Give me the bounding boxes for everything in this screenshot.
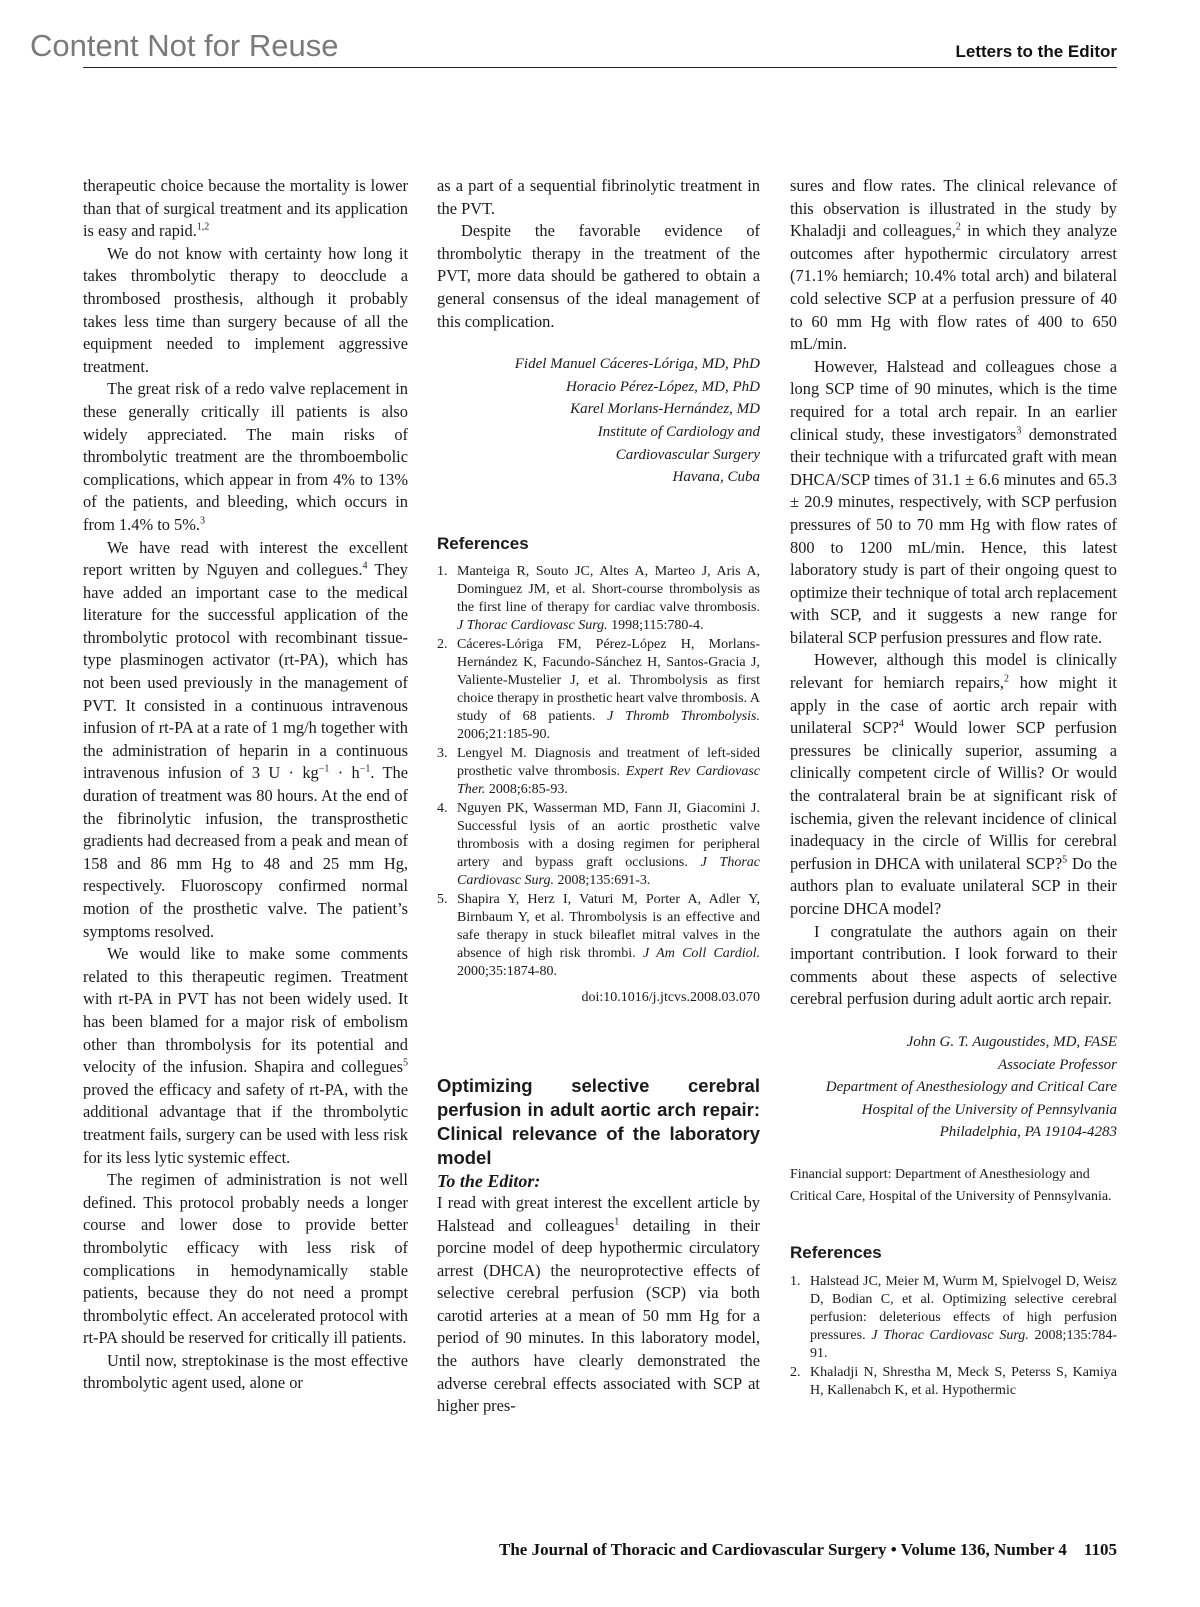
paragraph: The regimen of administration is not well defined. This protocol probably needs a longer course and lower dose to provide better thrombolytic efficacy with less risk of complications in hemodynamically stable patients, because they do not need a prompt thrombolytic effect. An accelerated protocol with rt-PA should be reserved for critically ill patients. bbox=[83, 1170, 408, 1348]
reference-item: 2. Khaladji N, Shrestha M, Meck S, Peterss S, Kamiya H, Kallenabch K, et al. Hypothermic bbox=[790, 1364, 1117, 1398]
paragraph: I congratulate the authors again on their important contribution. I look forward to their comments about these aspects of selective cerebral perfusion during adult aortic arch repair. bbox=[790, 921, 1117, 1009]
paragraph: However, although this model is clinically relevant for hemiarch repairs,$^2$ how might it apply in the case of aortic arch repair with unilateral SCP?$^4$ Would lower SCP perfusion pressures be clinically superior, assuming a clinically competent circle of Willis? Or would the contralateral brain be at significant risk of ischemia, given the relevant incidence of clinical inadequacy in the circle of Willis for cerebral perfusion in DHCA with unilateral SCP?$^5$ Do the authors plan to evaluate unilateral SCP in their porcine DHCA model? bbox=[790, 650, 1117, 918]
watermark: Content Not for Reuse bbox=[30, 28, 339, 63]
paragraph: We would like to make some comments related to this therapeutic regimen. Treatment with rt-PA in PVT has not been widely used. It has been blamed for a major risk of embolism other than thrombolysis for its potential and velocity of the infusion. Shapira and collegues$^5$ proved the efficacy and safety of rt-PA, with the additional advantage that if the thrombolytic treatment fails, surgery can be used with less risk for its less lytic systemic effect. bbox=[83, 944, 408, 1167]
paragraph: However, Halstead and colleagues chose a long SCP time of 90 minutes, which is the time required for a total arch repair. In an earlier clinical study, these investigators$^3$ demonstrated their technique with a trifurcated graft with mean DHCA/SCP times of 31.1 ± 6.6 minutes and 65.3 ± 20.9 minutes, respectively, with SCP perfusion pressures of 50 to 70 mm Hg with flow rates of 800 to 1200 mL/min. Hence, this latest laboratory study is part of their ongoing quest to optimize their technique of total arch replacement with SCP, and it suggests a new range for bilateral SCP perfusion pressures and flow rate. bbox=[790, 356, 1117, 647]
column-2 bbox=[437, 175, 760, 1418]
paragraph: The great risk of a redo valve replacement in these generally critically ill patients is also widely appreciated. The main risks of thrombolytic treatment are the thromboembolic complications, which appear in from 4% to 13% of the patients, and bleeding, which occurs in from 1.4% to 5%.$^3$ bbox=[83, 379, 408, 534]
reference-item: 5. Shapira Y, Herz I, Vaturi M, Porter A, Adler Y, Birnbaum Y, et al. Thrombolysis is an effective and safe therapy in stuck bileaflet mitral valves in the absence of high risk thrombi. J Am Coll Cardiol. 2000;35:1874-80. bbox=[437, 892, 761, 980]
paragraph: We have read with interest the excellent report written by Nguyen and collegues.$^4$ They have added an important case to the medical literature for the successful application of the thrombolytic protocol with recombinant tissue-type plasminogen activator (rt-PA), which has not been used previously in the management of PVT. It consisted in a continuous intravenous infusion of rt-PA at a rate of 1 mg/h together with the administration of heparin in a continuous intravenous infusion of 3 $U \cdot kg^{-1} \cdot h^{-1}$. The duration of treatment was 80 hours. At the end of the fibrinolytic infusion, the transprosthetic gradients had decreased from a peak and mean of 158 and 86 mm Hg to 48 and 25 mm Hg, respectively. Fluoroscopy confirmed normal motion of the prosthetic valve. The patient’s symptoms resolved. bbox=[83, 537, 409, 941]
paragraph: I read with great interest the excellent article by Halstead and colleagues$^1$ detailing in their porcine model of deep hypothermic circulatory arrest (DHCA) the neuroprotective effects of selective cerebral perfusion (SCP) via both carotid arteries at a mean of 50 mm Hg for a period of 90 minutes. In this laboratory model, the authors have clearly demonstrated the adverse cerebral effects associated with SCP at higher pres- bbox=[437, 1192, 760, 1416]
reference-item: 2. Cáceres-Lóriga FM, Pérez-López H, Morlans-Hernández K, Facundo-Sánchez H, Santos-Gracia J, Valiente-Mustelier J, et al. Thrombolysis as first choice therapy in prosthetic heart valve thrombosis. A study of 68 patients. J Thromb Thrombolysis. 2006;21:185-90. bbox=[437, 637, 760, 743]
paragraph: We do not know with certainty how long it takes thrombolytic therapy to deocclude a thrombosed prosthesis, although it probably takes less time than surgery because of all the equipment needed to implement aggressive treatment. bbox=[83, 243, 408, 376]
paragraph: as a part of a sequential fibrinolytic treatment in the PVT. bbox=[437, 176, 760, 218]
paragraph: Despite the favorable evidence of thrombolytic therapy in the treatment of the PVT, more data should be gathered to obtain a general consensus of the ideal management of this complication. bbox=[437, 221, 760, 331]
funding-note: Financial support: Department of Anesthesiology and Critical Care, Hospital of the University of Pennsylvania. bbox=[790, 1166, 1112, 1204]
reference-item: 4. Nguyen PK, Wasserman MD, Fann JI, Giacomini J. Successful lysis of an aortic prosthetic valve thrombosis with a dosing regimen for peripheral artery and bypass graft occlusions. J Thorac Cardiovasc Surg. 2008;135:691-3. bbox=[437, 801, 761, 889]
references-heading: References bbox=[437, 533, 529, 553]
salutation: To the Editor: bbox=[437, 1170, 541, 1191]
reference-list bbox=[437, 563, 760, 981]
author-signature: John G. T. Augoustides, MD, FASE Associate Professor Department of Anesthesiology and Critical Care Hospital of the University of Pennsylvania Philadelphia, PA 19104-4283 bbox=[825, 1033, 1117, 1141]
article-title: Optimizing selective cerebral perfusion in adult aortic arch repair: Clinical relevance of the laboratory model bbox=[437, 1074, 760, 1168]
reference-item: 1. Halstead JC, Meier M, Wurm M, Spielvogel D, Weisz D, Bodian C, et al. Optimizing selective cerebral perfusion: deleterious effects of high perfusion pressures. J Thorac Cardiovasc Surg. 2008;135:784-91. bbox=[790, 1273, 1118, 1361]
reference-item: 1. Manteiga R, Souto JC, Altes A, Marteo J, Aris A, Dominguez JM, et al. Short-course thrombolysis as the first line of therapy for cardiac valve thrombosis. J Thorac Cardiovasc Surg. 1998;115:780-4. bbox=[437, 564, 760, 634]
paragraph: Until now, streptokinase is the most effective thrombolytic agent used, alone or bbox=[83, 1350, 408, 1393]
author-signature: Fidel Manuel Cáceres-Lóriga, MD, PhD Horacio Pérez-López, MD, PhD Karel Morlans-Hernández, MD Institute of Cardiology and Cardiovascular Surgery Havana, Cuba bbox=[514, 356, 760, 486]
reference-list bbox=[790, 1273, 1117, 1400]
paragraph: sures and flow rates. The clinical relevance of this observation is illustrated in the study by Khaladji and colleagues,$^2$ in which they analyze outcomes after hypothermic circulatory arrest (71.1% hemiarch; 10.4% total arch) and bilateral cold selective SCP at a perfusion pressure of 40 to 60 mm Hg with flow rates of 400 to 650 mL/min. bbox=[790, 176, 1117, 354]
paragraph: therapeutic choice because the mortality is lower than that of surgical treatment and its application is easy and rapid.$^{1,2}$ bbox=[83, 176, 408, 241]
column-3 bbox=[790, 175, 1117, 1401]
references-heading: References bbox=[790, 1242, 882, 1262]
journal-footer: The Journal of Thoracic and Cardiovascular Surgery • Volume 136, Number 4 1105 bbox=[499, 1540, 1117, 1559]
column-1 bbox=[83, 175, 408, 1395]
header-rule bbox=[83, 67, 1117, 68]
reference-item: 3. Lengyel M. Diagnosis and treatment of left-sided prosthetic valve thrombosis. Expert Rev Cardiovasc Ther. 2008;6:85-93. bbox=[437, 746, 760, 798]
running-head: Letters to the Editor bbox=[955, 42, 1117, 61]
doi: doi:10.1016/j.jtcvs.2008.03.070 bbox=[581, 990, 760, 1006]
